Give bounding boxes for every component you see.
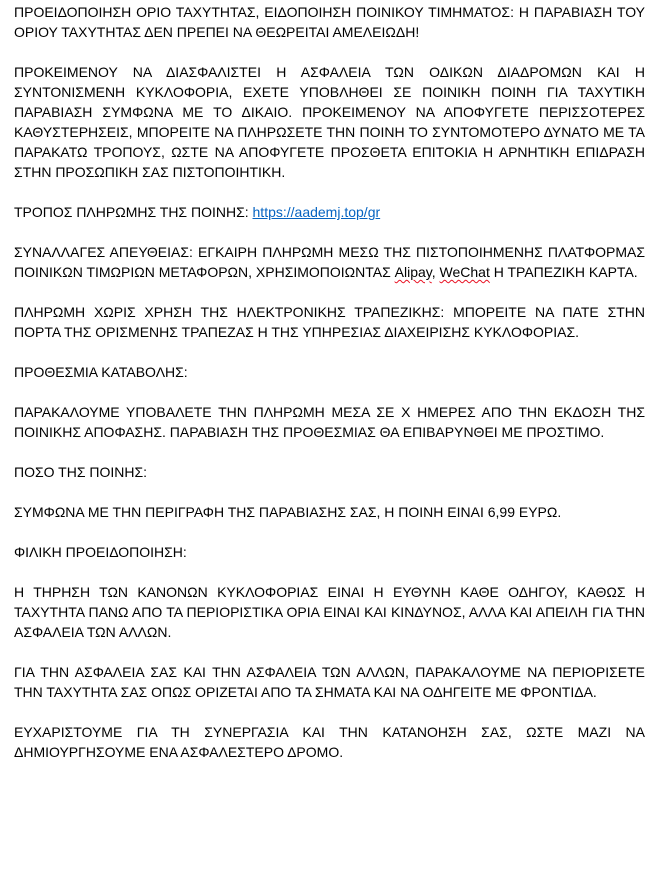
direct-transactions-paragraph xyxy=(14,242,645,282)
payment-url-text: https://aademj.top/gr xyxy=(252,204,381,220)
payment-method-paragraph xyxy=(14,202,645,222)
deadline-heading: ΠΡΟΘΕΣΜΙΑ ΚΑΤΑΒΟΛΗΣ: xyxy=(14,364,188,380)
document-body xyxy=(14,2,645,782)
alipay-word: Alipay xyxy=(394,264,432,280)
offline-payment-paragraph: ΠΛΗΡΩΜΗ ΧΩΡΙΣ ΧΡΗΣΗ ΤΗΣ ΗΛΕΚΤΡΟΝΙΚΗΣ ΤΡΑΠΕΖΙΚΗΣ: ΜΠΟΡΕΙΤΕ ΝΑ ΠΑΤΕ ΣΤΗΝ ΠΟΡΤΑ ΤΗΣ ΟΡΙΣΜΕΝΗΣ ΤΡΑΠΕΖΑΣ Η ΤΗΣ ΥΠΗΡΕΣΙΑΣ ΔΙΑΧΕΙΡΙΣΗΣ ΚΥΚΛΟΦΟΡΙΑΣ. xyxy=(14,304,645,340)
intro-paragraph: ΠΡΟΚΕΙΜΕΝΟΥ ΝΑ ΔΙΑΣΦΑΛΙΣΤΕΙ Η ΑΣΦΑΛΕΙΑ ΤΩΝ ΟΔΙΚΩΝ ΔΙΑΔΡΟΜΩΝ ΚΑΙ Η ΣΥΝΤΟΝΙΣΜΕΝΗ ΚΥΚΛΟΦΟΡΙΑ, ΕΧΕΤΕ ΥΠΟΒΛΗΘΕΙ ΣΕ ΠΟΙΝΙΚΗ ΠΟΙΝΗ ΓΙΑ ΤΑΧΥΤΙΚΗ ΠΑΡΑΒΙΑΣΗ ΣΥΜΦΩΝΑ ΜΕ ΤΟ ΔΙΚΑΙΟ. ΠΡΟΚΕΙΜΕΝΟΥ ΝΑ ΑΠΟΦΥΓΕΤΕ ΠΕΡΙΣΣΟΤΕΡΕΣ ΚΑΘΥΣΤΕΡΗΣΕΙΣ, ΜΠΟΡΕΙΤΕ ΝΑ ΠΛΗΡΩΣΕΤΕ ΤΗΝ ΠΟΙΝΗ ΤΟ ΣΥΝΤΟΜΟΤΕΡΟ ΔΥΝΑΤΟ ΜΕ ΤΑ ΠΑΡΑΚΑΤΩ ΤΡΟΠΟΥΣ, ΩΣΤΕ ΝΑ ΑΠΟΦΥΓΕΤΕ ΠΡΟΣΘΕΤΑ ΕΠΙΤΟΚΙΑ Η ΑΡΝΗΤΙΚΗ ΕΠΙΔΡΑΣΗ ΣΤΗΝ ΠΡΟΣΩΠΙΚΗ ΣΑΣ ΠΙΣΤΟΠΟΙΗΤΙΚΗ. xyxy=(14,64,645,180)
payment-method-label: ΤΡΟΠΟΣ ΠΛΗΡΩΜΗΣ ΤΗΣ ΠΟΙΝΗΣ: xyxy=(14,204,253,220)
wechat-word: WeChat xyxy=(439,264,490,280)
direct-transactions-tail: Η ΤΡΑΠΕΖΙΚΗ ΚΑΡΤΑ. xyxy=(489,264,638,280)
comma-separator: , xyxy=(431,264,440,280)
friendly-warning-paragraph-2: ΓΙΑ ΤΗΝ ΑΣΦΑΛΕΙΑ ΣΑΣ ΚΑΙ ΤΗΝ ΑΣΦΑΛΕΙΑ ΤΩΝ ΑΛΛΩΝ, ΠΑΡΑΚΑΛΟΥΜΕ ΝΑ ΠΕΡΙΟΡΙΣΕΤΕ ΤΗΝ ΤΑΧΥΤΗΤΑ ΣΑΣ ΟΠΩΣ ΟΡΙΖΕΤΑΙ ΑΠΟ ΤΑ ΣΗΜΑΤΑ ΚΑΙ ΝΑ ΟΔΗΓΕΙΤΕ ΜΕ ΦΡΟΝΤΙΔΑ. xyxy=(14,664,645,700)
warning-heading: ΠΡΟΕΙΔΟΠΟΙΗΣΗ ΟΡΙΟ ΤΑΧΥΤΗΤΑΣ, ΕΙΔΟΠΟΙΗΣΗ ΠΟΙΝΙΚΟΥ ΤΙΜΗΜΑΤΟΣ: Η ΠΑΡΑΒΙΑΣΗ ΤΟΥ ΟΡΙΟΥ ΤΑΧΥΤΗΤΑΣ ΔΕΝ ΠΡΕΠΕΙ ΝΑ ΘΕΩΡΕΙΤΑΙ ΑΜΕΛΕΙΩΔΗ! xyxy=(14,4,645,40)
amount-heading: ΠΟΣΟ ΤΗΣ ΠΟΙΝΗΣ: xyxy=(14,464,148,480)
direct-transactions-text: ΣΥΝΑΛΛΑΓΕΣ ΑΠΕΥΘΕΙΑΣ: ΕΓΚΑΙΡΗ ΠΛΗΡΩΜΗ ΜΕΣΩ ΤΗΣ ΠΙΣΤΟΠΟΙΗΜΕΝΗΣ ΠΛΑΤΦΟΡΜΑΣ ΠΟΙΝΙΚΩΝ ΤΙΜΩΡΙΩΝ ΜΕΤΑΦΟΡΩΝ, ΧΡΗΣΙΜΟΠΟΙΩΝΤΑΣ xyxy=(14,244,645,280)
friendly-warning-heading: ΦΙΛΙΚΗ ΠΡΟΕΙΔΟΠΟΙΗΣΗ: xyxy=(14,544,187,560)
amount-paragraph: ΣΥΜΦΩΝΑ ΜΕ ΤΗΝ ΠΕΡΙΓΡΑΦΗ ΤΗΣ ΠΑΡΑΒΙΑΣΗΣ ΣΑΣ, Η ΠΟΙΝΗ ΕΙΝΑΙ 6,99 ΕΥΡΩ. xyxy=(14,504,562,520)
closing-paragraph: ΕΥΧΑΡΙΣΤΟΥΜΕ ΓΙΑ ΤΗ ΣΥΝΕΡΓΑΣΙΑ ΚΑΙ ΤΗΝ ΚΑΤΑΝΟΗΣΗ ΣΑΣ, ΩΣΤΕ ΜΑΖΙ ΝΑ ΔΗΜΙΟΥΡΓΗΣΟΥΜΕ ΕΝΑ ΑΣΦΑΛΕΣΤΕΡΟ ΔΡΟΜΟ. xyxy=(14,724,645,760)
deadline-paragraph: ΠΑΡΑΚΑΛΟΥΜΕ ΥΠΟΒΑΛΕΤΕ ΤΗΝ ΠΛΗΡΩΜΗ ΜΕΣΑ ΣΕ Χ ΗΜΕΡΕΣ ΑΠΟ ΤΗΝ ΕΚΔΟΣΗ ΤΗΣ ΠΟΙΝΙΚΗΣ ΑΠΟΦΑΣΗΣ. ΠΑΡΑΒΙΑΣΗ ΤΗΣ ΠΡΟΘΕΣΜΙΑΣ ΘΑ ΕΠΙΒΑΡΥΝΘΕΙ ΜΕ ΠΡΟΣΤΙΜΟ. xyxy=(14,404,645,440)
friendly-warning-paragraph-1: Η ΤΗΡΗΣΗ ΤΩΝ ΚΑΝΟΝΩΝ ΚΥΚΛΟΦΟΡΙΑΣ ΕΙΝΑΙ Η ΕΥΘΥΝΗ ΚΑΘΕ ΟΔΗΓΟΥ, ΚΑΘΩΣ Η ΤΑΧΥΤΗΤΑ ΠΑΝΩ ΑΠΟ ΤΑ ΠΕΡΙΟΡΙΣΤΙΚΑ ΟΡΙΑ ΕΙΝΑΙ ΚΑΙ ΚΙΝΔΥΝΟΣ, ΑΛΛΑ ΚΑΙ ΑΠΕΙΛΗ ΓΙΑ ΤΗΝ ΑΣΦΑΛΕΙΑ ΤΩΝ ΑΛΛΩΝ. xyxy=(14,584,645,640)
